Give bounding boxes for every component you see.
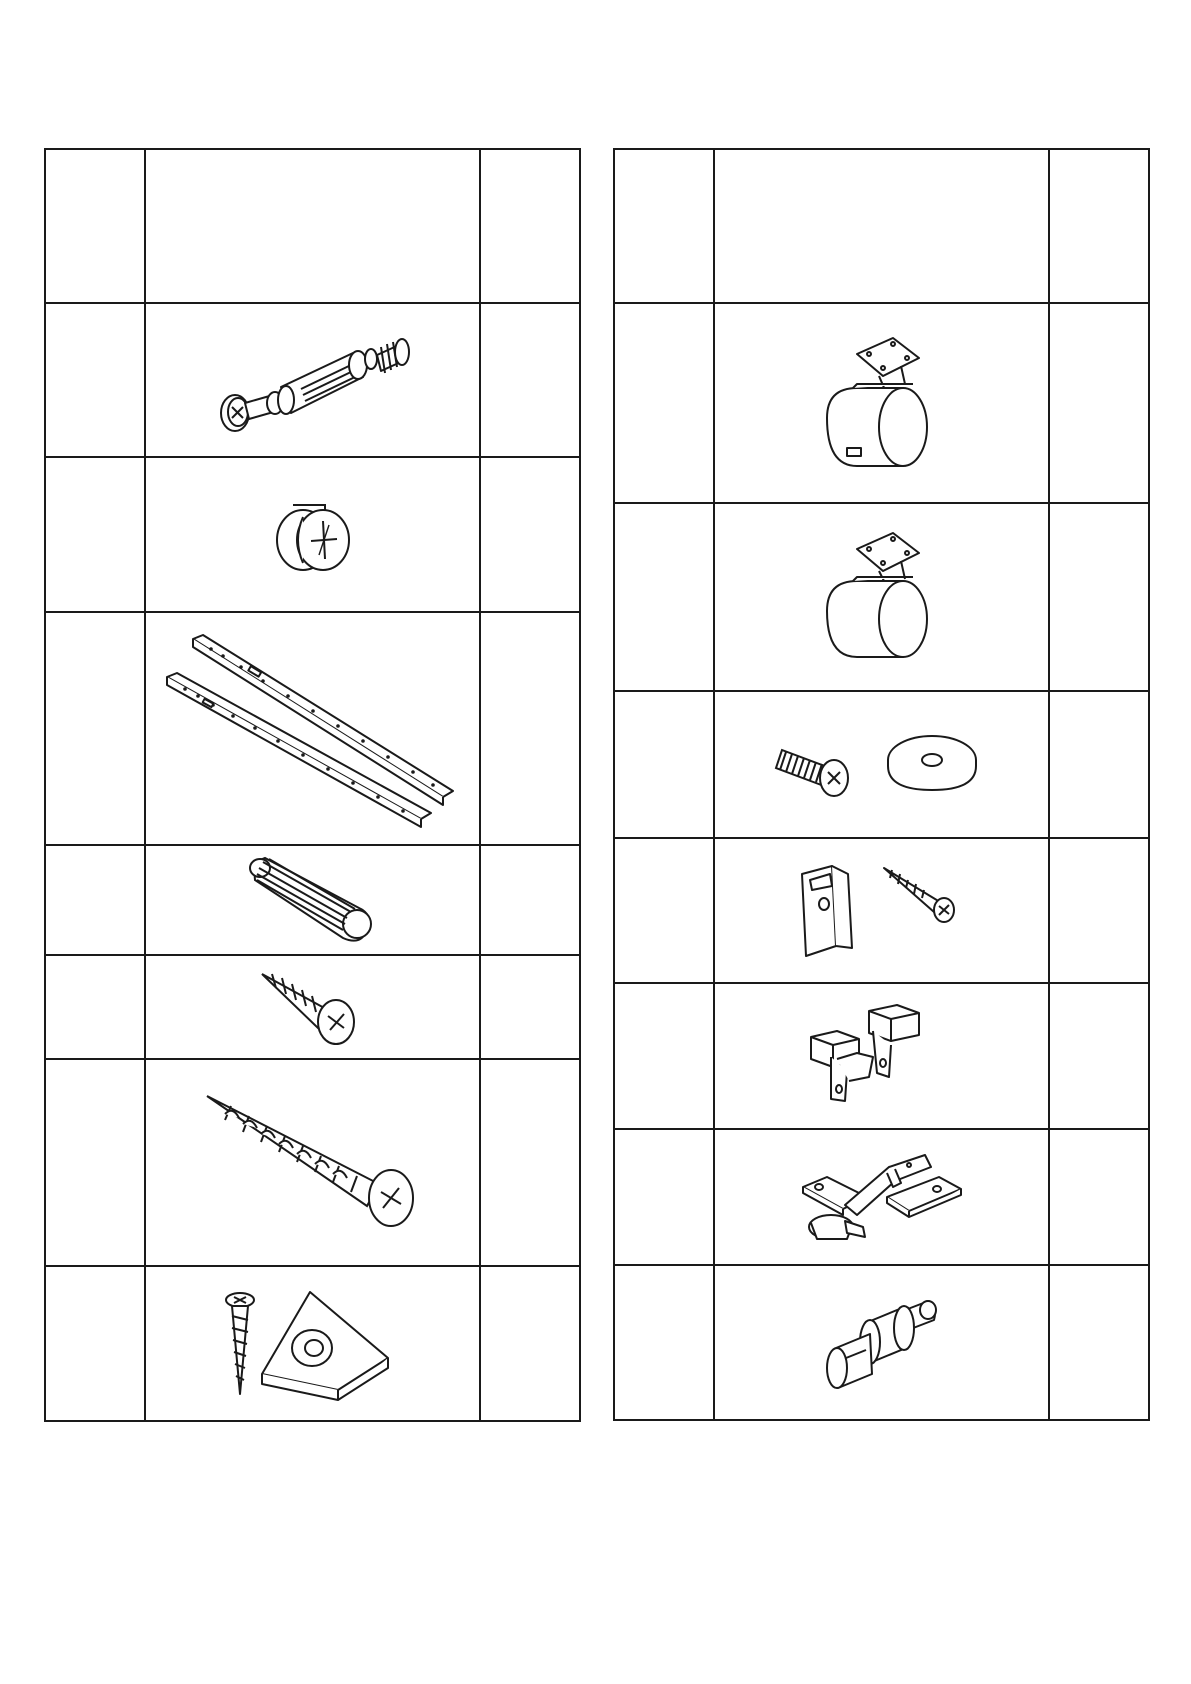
part-qty-cell xyxy=(480,457,580,612)
header-qty-cell xyxy=(1049,149,1149,303)
wooden-dowel-icon xyxy=(233,850,393,950)
table-row xyxy=(614,1265,1149,1420)
part-qty-cell xyxy=(1049,983,1149,1129)
table-row xyxy=(614,503,1149,691)
part-qty-cell xyxy=(480,845,580,955)
drawer-slide-rails-icon xyxy=(163,629,463,829)
table-row xyxy=(614,303,1149,503)
part-code-cell xyxy=(45,955,145,1059)
table-row xyxy=(614,838,1149,983)
short-wood-screw-icon xyxy=(258,962,368,1052)
table-header-row xyxy=(614,149,1149,303)
part-qty-cell xyxy=(480,612,580,845)
part-code-cell xyxy=(614,1265,714,1420)
long-wood-screw-icon xyxy=(203,1088,423,1238)
part-code-cell xyxy=(45,845,145,955)
part-qty-cell xyxy=(480,1266,580,1421)
part-code-cell xyxy=(45,457,145,612)
cam-lock-nut-icon xyxy=(263,485,363,585)
part-drawing-cell xyxy=(145,845,480,955)
part-drawing-cell xyxy=(145,1059,480,1266)
part-drawing-cell xyxy=(714,503,1049,691)
cabinet-hinge-icon xyxy=(797,1147,967,1247)
part-qty-cell xyxy=(1049,691,1149,838)
part-code-cell xyxy=(45,303,145,457)
table-row xyxy=(45,612,580,845)
caster-wheel-with-brake-icon xyxy=(817,328,947,478)
table-row xyxy=(45,1266,580,1421)
parts-table-left xyxy=(44,148,581,1422)
part-drawing-cell xyxy=(714,1265,1049,1420)
connector-fitting-icon xyxy=(807,1001,957,1111)
table-row xyxy=(45,457,580,612)
part-drawing-cell xyxy=(145,955,480,1059)
part-qty-cell xyxy=(1049,1265,1149,1420)
corner-block-and-screw-icon xyxy=(218,1284,408,1404)
header-drawing-cell xyxy=(714,149,1049,303)
part-code-cell xyxy=(614,838,714,983)
table-row xyxy=(45,955,580,1059)
part-drawing-cell xyxy=(714,838,1049,983)
part-code-cell xyxy=(614,691,714,838)
part-drawing-cell xyxy=(714,1129,1049,1265)
header-qty-cell xyxy=(480,149,580,303)
cam-bolt-icon xyxy=(193,315,433,445)
part-code-cell xyxy=(45,1266,145,1421)
part-drawing-cell xyxy=(714,691,1049,838)
part-qty-cell xyxy=(480,303,580,457)
part-qty-cell xyxy=(480,1059,580,1266)
part-drawing-cell xyxy=(145,457,480,612)
caster-wheel-icon xyxy=(817,527,947,667)
part-drawing-cell xyxy=(145,1266,480,1421)
part-qty-cell xyxy=(1049,838,1149,983)
table-row xyxy=(45,1059,580,1266)
table-header-row xyxy=(45,149,580,303)
part-code-cell xyxy=(614,503,714,691)
part-qty-cell xyxy=(480,955,580,1059)
part-qty-cell xyxy=(1049,1129,1149,1265)
table-row xyxy=(45,845,580,955)
part-drawing-cell xyxy=(145,612,480,845)
table-row xyxy=(614,1129,1149,1265)
bracket-and-screw-icon xyxy=(792,856,972,966)
part-drawing-cell xyxy=(714,303,1049,503)
machine-screw-and-washer-icon xyxy=(772,720,992,810)
shelf-support-pin-icon xyxy=(822,1288,942,1398)
part-code-cell xyxy=(45,1059,145,1266)
part-drawing-cell xyxy=(714,983,1049,1129)
part-qty-cell xyxy=(1049,503,1149,691)
part-qty-cell xyxy=(1049,303,1149,503)
header-code-cell xyxy=(45,149,145,303)
part-code-cell xyxy=(45,612,145,845)
header-drawing-cell xyxy=(145,149,480,303)
header-code-cell xyxy=(614,149,714,303)
part-code-cell xyxy=(614,303,714,503)
part-code-cell xyxy=(614,1129,714,1265)
part-code-cell xyxy=(614,983,714,1129)
table-row xyxy=(45,303,580,457)
parts-table-right xyxy=(613,148,1150,1421)
part-drawing-cell xyxy=(145,303,480,457)
table-row xyxy=(614,983,1149,1129)
table-row xyxy=(614,691,1149,838)
